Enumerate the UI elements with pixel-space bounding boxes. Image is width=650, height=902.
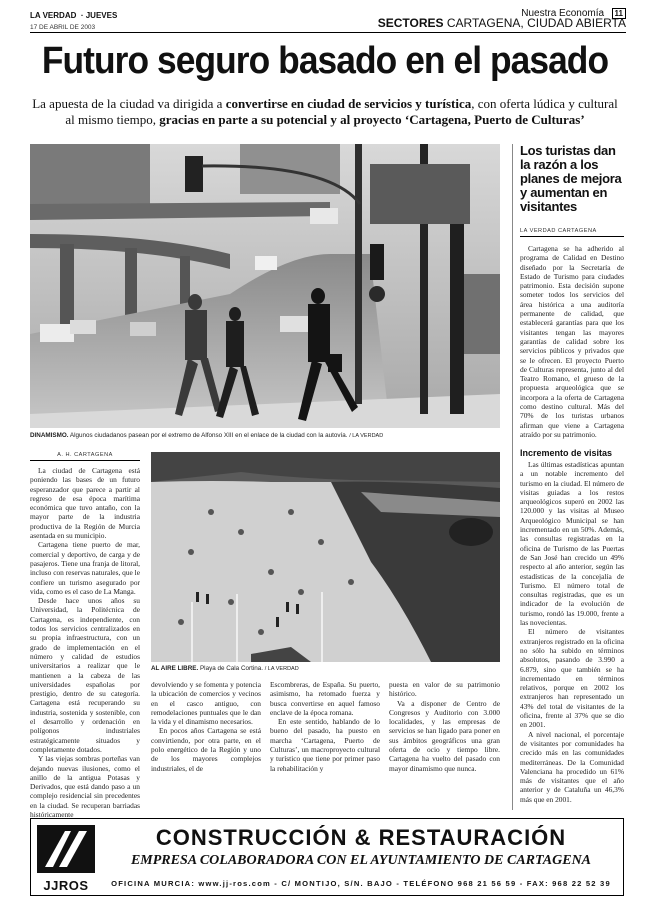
ad-logo-text: JJROS: [43, 878, 89, 893]
section-subtitle: CARTAGENA, CIUDAD ABIERTA: [446, 16, 626, 30]
article-column-3: [270, 680, 380, 810]
article-paragraph: Escombreras, de España. Su puerto, asimismo, ha retomado fuerza y busca convertirse en aquel famoso enclave de la época romana.: [270, 680, 380, 717]
subhead-part1: La apuesta de la ciudad va dirigida a: [32, 96, 223, 111]
top-photo-caption: [30, 432, 500, 440]
sidebar-paragraph: Cartagena se ha adherido al programa de Calidad en Destino diseñado por la Secretaría de Estado de Turismo para ciudades patrimonio. Esta decisión supone someter todos los servicios del área histórica a una auditoría permanente de calidad, que establecerá garantías para que los visitantes tengan las mayores garantías de calidad sobre los servicios públicos y privados que se le ofrecen. El proyecto Puerto de Culturas representa, junto al del Teatro Romano, el grueso de la propuesta arqueológica que se incorpora a la oferta de Cartagena como destino cultural. Más del 70% de los turistas urbanos afirman que viene a Cartagena atraído por su patrimonio.: [520, 244, 624, 439]
beach-caption-credit: / LA VERDAD: [264, 666, 299, 672]
beach-caption-label: AL AIRE LIBRE.: [151, 665, 199, 672]
sidebar-divider: [512, 144, 513, 810]
article-paragraph: Va a disponer de Centro de Congresos y Auditorio con 3.000 localidades, y las empresas de servicios se han ligado para poner en sus ámbitos geográficos una gran oferta de ocio y tiempo libre. Cartagena ha vuelto del pasado con mayor dinamismo que nunca.: [389, 698, 500, 773]
ad-contact: OFICINA MURCIA: www.jj-ros.com - C/ MONTIJO, S/N. BAJO - TELÉFONO 968 21 56 59 - FAX: 968 22 52 39: [111, 879, 611, 888]
city-street-photo: [30, 144, 500, 428]
sidebar-body2: [520, 460, 624, 810]
article-column-1: [30, 466, 140, 819]
ad-logo: [35, 823, 97, 891]
sidebar-body: [520, 244, 624, 439]
article-column-2: [151, 680, 261, 810]
main-byline: A. H. CARTAGENA: [30, 452, 140, 461]
sidebar-paragraph: Las últimas estadísticas apuntan a un notable incremento del turismo en la ciudad. El número de visitas guiadas a los restos arqueológicos superó en 2002 las 120.000 y las visitas al Museo Arqueológico Municipal se han incrementado en un 50%. Además, las consultas registradas en la oficina de Turismo de las Puertas de San José han crecido un 49% respecto al año anterior, según las estadísticas de la concejalía de Turismo. El número total de consultas registradas, que es un indicador de la evolución de turismo, rondó las 19.000, frente a las novecientas.: [520, 460, 624, 628]
article-column-4: [389, 680, 500, 810]
subhead-part2: , con oferta lúdica y cultural al mismo tiempo,: [65, 96, 618, 127]
ad-subtitle: EMPRESA COLABORADORA CON EL AYUNTAMIENTO DE CARTAGENA: [130, 853, 592, 868]
beach-photo-caption: [151, 665, 500, 673]
sidebar-paragraph: El número de visitantes extranjeros registrado en la oficina no sólo ha subido en términos absolutos, pasando de 3.990 a 6.879, sino que también se ha incrementado en términos relativos, porque en 2002 los extranjeros han representado un 43% del total de visitantes de la oficina, frente al 37% que se dio en 2001.: [520, 627, 624, 730]
page-number: 11: [612, 8, 626, 19]
sidebar-byline: LA VERDAD CARTAGENA: [520, 228, 624, 237]
article-paragraph: puesta en valor de su patrimonio histórico.: [389, 680, 500, 699]
subhead-part2-bold: gracias en parte a su potencial y al proyecto ‘Cartagena, Puerto de Culturas’: [159, 112, 585, 127]
jjros-logo-icon: [35, 823, 97, 875]
top-caption-label: DINAMISMO.: [30, 432, 69, 439]
ad-title: CONSTRUCCIÓN & RESTAURACIÓN: [155, 825, 567, 850]
sidebar-paragraph: A nivel nacional, el porcentaje de visitantes por comunidades ha crecido más en las comunidades mediterráneas. De la Comunidad Valenciana ha procedido un 61% más de visitantes que el año anterior y de Cataluña un 46,3% más que en 2001.: [520, 729, 624, 804]
issue-date: 17 DE ABRIL DE 2003: [30, 24, 96, 31]
header-rule: [30, 32, 626, 33]
article-paragraph: devolviendo y se fomenta y potencia la ubicación de comercios y vecinos en el casco antiguo, con remodelaciones puntuales que le dan la vida y el dinamismo necesarios.: [151, 680, 261, 727]
article-paragraph: La ciudad de Cartagena está poniendo las bases de un futuro esperanzador que parece a partir al regreso de esa época marítima económica que tuvo antaño, con la mayor parte de la industria productiva de la Región de Murcia asentada en su municipio.: [30, 466, 140, 541]
subhead-part1-bold: convertirse en ciudad de servicios y turística: [225, 96, 472, 111]
top-caption-text: Algunos ciudadanos pasean por el extremo de Alfonso XIII en el enlace de la ciudad con la autovía.: [69, 432, 348, 439]
supplement-name: Nuestra Economía: [521, 8, 605, 19]
advertisement: [30, 818, 624, 896]
paper-name: LA VERDAD: [30, 11, 77, 20]
article-paragraph: Desde hace unos años su Universidad, la Politécnica de Cartagena, es independiente, con todos los servicios centralizados en su propia infraestructura, con un grado de implementación en el número y calidad de estudios universitarios a realizar que le mantienen a la cabeza de las universidades españolas por prestigio, dentro de su categoría. Cartagena está recuperando su industria, sostenida y sostenible, con el desarrollo y ordenación en polígonos industriales estratégicamente situados y completamente dotados.: [30, 596, 140, 754]
article-paragraph: En pocos años Cartagena se está convirtiendo, por otra parte, en el polo energético de la Región y uno de los mayores complejos industriales, el de: [151, 726, 261, 773]
sidebar-subheading: Incremento de visitas: [520, 448, 613, 458]
sidebar-headline: Los turistas dan la razón a los planes de mejora y aumentan en visitantes: [520, 143, 622, 214]
article-paragraph: Y las viejas sombras porteñas van dejando nuevas ilusiones, como el anillo de la antigua Potasas y Derivados, que está dando paso a un complejo residencial sin precedentes en la ciudad. Se recuperan barriadas históricamente: [30, 754, 140, 819]
street-scene-image: [30, 144, 500, 428]
subheadline: [32, 96, 618, 128]
beach-photo: [151, 452, 500, 662]
weekday: · JUEVES: [80, 11, 118, 20]
section-label: [378, 16, 626, 30]
top-caption-credit: / LA VERDAD: [349, 433, 384, 439]
article-paragraph: En este sentido, hablando de lo bueno del pasado, ha puesto en marcha ‘Cartagena, Puerto de Culturas’, un macroproyecto cultural y turístico que tiene por primer paso la rehabilitación y: [270, 717, 380, 773]
headline: Futuro seguro basado en el pasado: [41, 40, 609, 82]
masthead-left: [30, 5, 117, 31]
section-name: SECTORES: [377, 16, 444, 30]
beach-caption-text: Playa de Cala Cortina.: [199, 665, 263, 672]
article-paragraph: Cartagena tiene puerto de mar, comercial y deportivo, de carga y de pasajeros. Tiene una franja de litoral, incluso con reservas naturales, que le confiere un turismo asegurado por vida, como es el caso de La Manga.: [30, 540, 140, 596]
beach-scene-image: [151, 452, 500, 662]
